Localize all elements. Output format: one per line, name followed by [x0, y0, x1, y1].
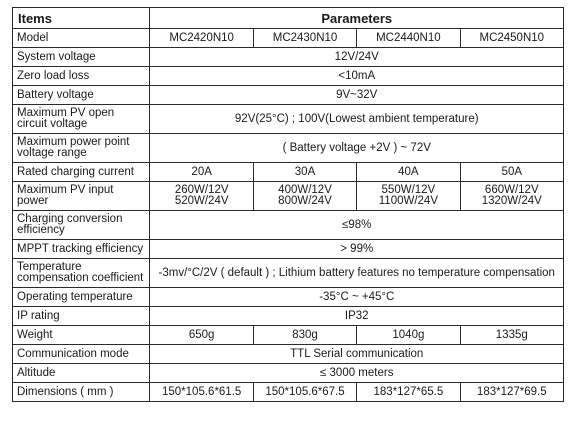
- rated-current-cell: 50A: [460, 163, 563, 182]
- rated-current-cell: 30A: [253, 163, 356, 182]
- pv-power-24v: 1320W/24V: [481, 195, 542, 207]
- header-row: [13, 8, 564, 29]
- pv-power-cell: [357, 182, 460, 211]
- table-row: [13, 259, 564, 288]
- max-pv-open-circuit-value: 92V(25°C) ; 100V(Lowest ambient temperature): [150, 105, 564, 134]
- pv-power-12v: 550W/12V: [381, 184, 436, 196]
- row-label-communication-mode: Communication mode: [13, 345, 150, 364]
- battery-voltage-value: 9V~32V: [150, 86, 564, 105]
- table-row: [13, 307, 564, 326]
- pv-power-12v: 400W/12V: [278, 184, 332, 196]
- communication-mode-value: TTL Serial communication: [150, 345, 564, 364]
- row-label-ip-rating: IP rating: [13, 307, 150, 326]
- row-label-system-voltage: System voltage: [13, 48, 150, 67]
- pv-power-24v: 1100W/24V: [378, 195, 438, 207]
- ip-rating-value: IP32: [150, 307, 564, 326]
- pv-power-cell: [253, 182, 356, 211]
- table-row: [13, 86, 564, 105]
- pv-power-12v: 660W/12V: [484, 184, 539, 196]
- table-row: [13, 383, 564, 402]
- table-row: [13, 182, 564, 211]
- pv-power-24v: 520W/24V: [174, 195, 229, 207]
- model-cell: MC2420N10: [150, 29, 253, 48]
- mppt-range-value: ( Battery voltage +2V ) ~ 72V: [150, 134, 564, 163]
- row-label-temp-compensation: Temperature compensation coefficient: [13, 259, 150, 288]
- row-label-dimensions: Dimensions ( mm ): [13, 383, 150, 402]
- row-label-charging-efficiency: Charging conversion efficiency: [13, 211, 150, 240]
- charging-efficiency-value: ≤98%: [150, 211, 564, 240]
- table-row: [13, 163, 564, 182]
- dimensions-cell: 150*105.6*67.5: [253, 383, 356, 402]
- table-row: [13, 288, 564, 307]
- weight-cell: 1040g: [357, 326, 460, 345]
- table-row: [13, 240, 564, 259]
- table-row: [13, 134, 564, 163]
- parameters-table: [12, 7, 564, 402]
- spec-sheet: [12, 7, 564, 402]
- row-label-altitude: Altitude: [13, 364, 150, 383]
- rated-current-cell: 20A: [150, 163, 253, 182]
- table-row: [13, 29, 564, 48]
- row-label-operating-temperature: Operating temperature: [13, 288, 150, 307]
- model-cell: MC2430N10: [253, 29, 356, 48]
- row-label-model: Model: [13, 29, 150, 48]
- operating-temperature-value: -35°C ~ +45°C: [150, 288, 564, 307]
- mppt-efficiency-value: > 99%: [150, 240, 564, 259]
- dimensions-cell: 183*127*65.5: [357, 383, 460, 402]
- row-label-zero-load-loss: Zero load loss: [13, 67, 150, 86]
- weight-cell: 1335g: [460, 326, 563, 345]
- table-row: [13, 364, 564, 383]
- table-row: [13, 211, 564, 240]
- row-label-max-pv-input-power: Maximum PV input power: [13, 182, 150, 211]
- row-label-weight: Weight: [13, 326, 150, 345]
- row-label-mppt-efficiency: MPPT tracking efficiency: [13, 240, 150, 259]
- items-header: Items: [13, 8, 150, 29]
- model-cell: MC2450N10: [460, 29, 563, 48]
- altitude-value: ≤ 3000 meters: [150, 364, 564, 383]
- system-voltage-value: 12V/24V: [150, 48, 564, 67]
- row-label-rated-charging-current: Rated charging current: [13, 163, 150, 182]
- weight-cell: 830g: [253, 326, 356, 345]
- pv-power-12v: 260W/12V: [174, 184, 229, 196]
- table-row: [13, 345, 564, 364]
- temp-compensation-value: -3mv/°C/2V ( default ) ; Lithium battery features no temperature compensation: [150, 259, 564, 288]
- rated-current-cell: 40A: [357, 163, 460, 182]
- model-cell: MC2440N10: [357, 29, 460, 48]
- row-label-battery-voltage: Battery voltage: [13, 86, 150, 105]
- table-row: [13, 48, 564, 67]
- weight-cell: 650g: [150, 326, 253, 345]
- dimensions-cell: 183*127*69.5: [460, 383, 563, 402]
- zero-load-loss-value: <10mA: [150, 67, 564, 86]
- dimensions-cell: 150*105.6*61.5: [150, 383, 253, 402]
- pv-power-24v: 800W/24V: [278, 195, 332, 207]
- table-row: [13, 105, 564, 134]
- parameters-header: Parameters: [150, 8, 564, 29]
- pv-power-cell: [150, 182, 253, 211]
- table-row: [13, 67, 564, 86]
- row-label-mppt-range: Maximum power point voltage range: [13, 134, 150, 163]
- pv-power-cell: [460, 182, 563, 211]
- row-label-max-pv-open-circuit: Maximum PV open circuit voltage: [13, 105, 150, 134]
- table-row: [13, 326, 564, 345]
